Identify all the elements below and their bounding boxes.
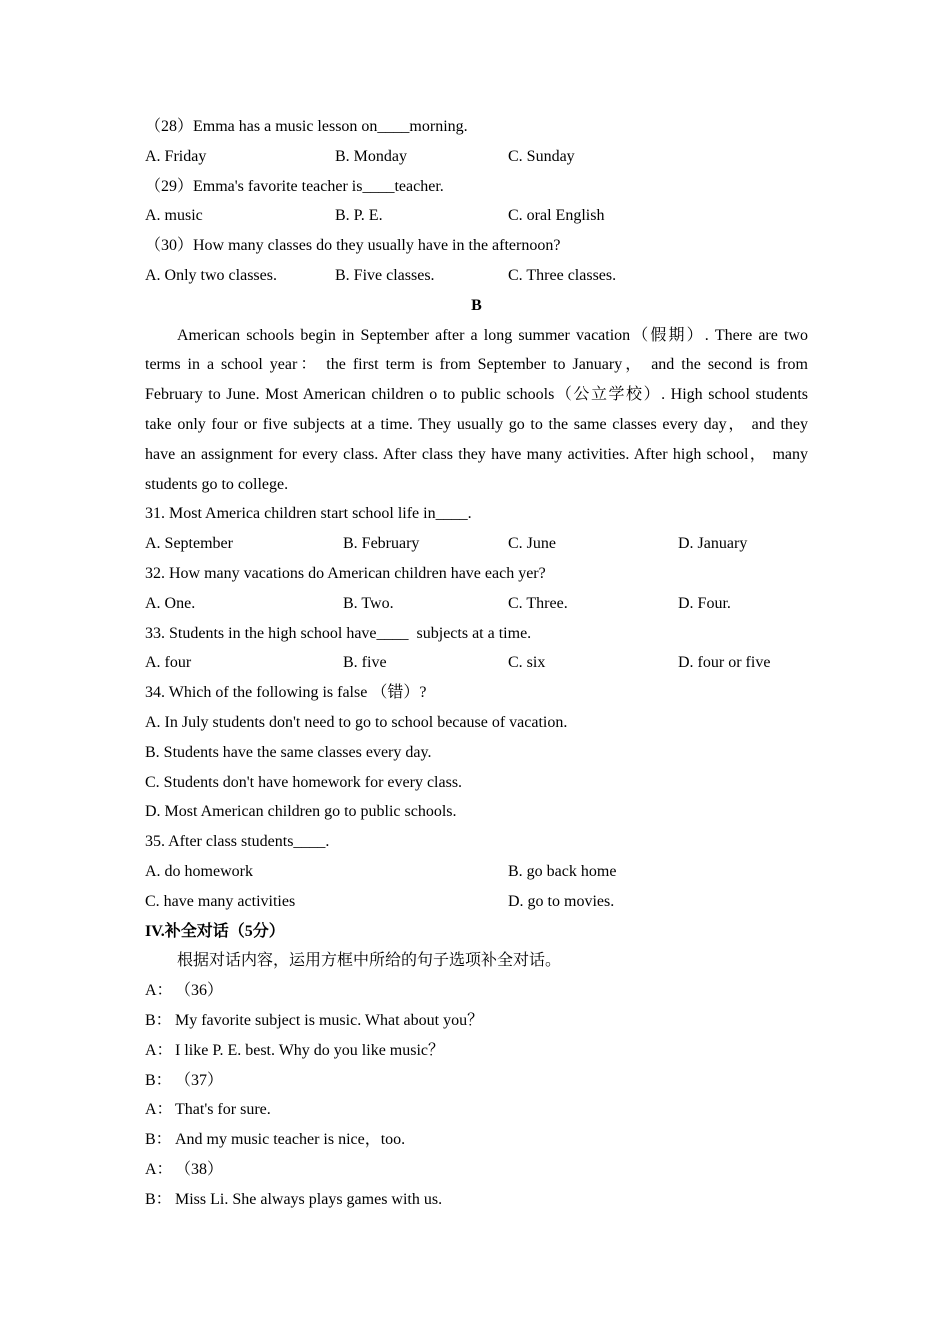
option-28-a: A. Friday bbox=[145, 147, 207, 165]
option-32-b: B. Two. bbox=[343, 594, 394, 612]
question-30: （30）How many classes do they usually have in the afternoon? bbox=[145, 237, 561, 255]
passage-line-6: students go to college. bbox=[145, 475, 289, 493]
option-33-c: C. six bbox=[508, 654, 546, 672]
dialog-line-38 bbox=[145, 1155, 808, 1185]
option-30-a: A. Only two classes. bbox=[145, 266, 277, 284]
option-35-a: A. do homework bbox=[145, 862, 253, 880]
question-34: 34. Which of the following is false （错）? bbox=[145, 684, 427, 702]
option-31-c: C. June bbox=[508, 535, 556, 553]
option-34-d: D. Most American children go to public schools. bbox=[145, 803, 457, 821]
options-29 bbox=[145, 201, 808, 231]
dialog-line-36 bbox=[145, 976, 808, 1006]
dialog-text: I like P. E. best. Why do you like music？ bbox=[175, 1041, 445, 1059]
option-30-c: C. Three classes. bbox=[508, 266, 617, 284]
dialog-speaker: A： bbox=[145, 1041, 173, 1059]
option-31-d: D. January bbox=[678, 535, 748, 553]
option-28-c: C. Sunday bbox=[508, 147, 575, 165]
option-28-b: B. Monday bbox=[335, 147, 407, 165]
dialog-line bbox=[145, 1036, 808, 1066]
dialog-line bbox=[145, 1006, 808, 1036]
options-30 bbox=[145, 261, 808, 291]
dialog-line bbox=[145, 1185, 808, 1215]
option-33-b: B. five bbox=[343, 654, 387, 672]
section-4-heading: IV.补全对话（5分） bbox=[145, 922, 285, 940]
option-34-a: A. In July students don't need to go to school because of vacation. bbox=[145, 713, 568, 731]
option-31-b: B. February bbox=[343, 535, 420, 553]
options-35-row-2 bbox=[145, 887, 808, 917]
dialog-line-37 bbox=[145, 1066, 808, 1096]
option-35-d: D. go to movies. bbox=[508, 892, 615, 910]
dialog-text: And my music teacher is nice，too. bbox=[175, 1131, 406, 1149]
option-33-a: A. four bbox=[145, 654, 192, 672]
question-28: （28）Emma has a music lesson on____morning. bbox=[145, 118, 468, 135]
dialog-speaker: A： bbox=[145, 982, 173, 1000]
option-34-b: B. Students have the same classes every day. bbox=[145, 743, 432, 761]
option-29-c: C. oral English bbox=[508, 207, 605, 225]
option-33-d: D. four or five bbox=[678, 654, 771, 672]
passage-line-2: terms in a school year： the first term is from September to January， and the second is from bbox=[145, 356, 808, 374]
exam-content bbox=[145, 112, 808, 1214]
option-32-c: C. Three. bbox=[508, 594, 568, 612]
passage-line-4: take only four or five subjects at a time. They usually go to the same classes every day， and they bbox=[145, 415, 809, 433]
options-32 bbox=[145, 589, 808, 619]
question-33: 33. Students in the high school have____ subjects at a time. bbox=[145, 624, 532, 642]
option-32-a: A. One. bbox=[145, 594, 196, 612]
option-29-b: B. P. E. bbox=[335, 207, 383, 225]
section-4-instruction: 根据对话内容，运用方框中所给的句子选项补全对话。 bbox=[177, 952, 562, 970]
option-32-d: D. Four. bbox=[678, 594, 731, 612]
options-35-row-1 bbox=[145, 857, 808, 887]
dialog-speaker: B： bbox=[145, 1071, 172, 1089]
dialog-speaker: B： bbox=[145, 1131, 172, 1149]
option-29-a: A. music bbox=[145, 207, 203, 225]
section-b-heading: B bbox=[471, 296, 482, 314]
options-28 bbox=[145, 142, 808, 172]
option-31-a: A. September bbox=[145, 535, 233, 553]
question-35: 35. After class students____. bbox=[145, 833, 330, 851]
dialog-line bbox=[145, 1095, 808, 1125]
dialog-text: My favorite subject is music. What about you？ bbox=[175, 1011, 484, 1029]
dialog-text: Miss Li. She always plays games with us. bbox=[175, 1190, 443, 1208]
options-33 bbox=[145, 648, 808, 678]
dialog-speaker: B： bbox=[145, 1190, 172, 1208]
option-30-b: B. Five classes. bbox=[335, 266, 435, 284]
option-34-c: C. Students don't have homework for every class. bbox=[145, 773, 463, 791]
dialog-line bbox=[145, 1125, 808, 1155]
question-32: 32. How many vacations do American children have each yer? bbox=[145, 564, 546, 582]
dialog-speaker: A： bbox=[145, 1101, 173, 1119]
passage-line-1: American schools begin in September after a long summer vacation（假期）. There are two bbox=[177, 326, 808, 344]
option-35-c: C. have many activities bbox=[145, 892, 296, 910]
dialog-text: （36） bbox=[175, 982, 224, 1000]
passage-line-5: have an assignment for every class. After class they have many activities. After high school， many bbox=[145, 445, 808, 463]
options-31 bbox=[145, 529, 808, 559]
dialog-text: （37） bbox=[175, 1071, 224, 1089]
option-35-b: B. go back home bbox=[508, 862, 617, 880]
passage-line-3: February to June. Most American children o to public schools（公立学校）. High school students bbox=[145, 386, 808, 404]
question-31: 31. Most America children start school life in____. bbox=[145, 505, 472, 523]
question-29: （29）Emma's favorite teacher is____teacher. bbox=[145, 177, 444, 195]
dialog-speaker: B： bbox=[145, 1011, 172, 1029]
dialog-speaker: A： bbox=[145, 1160, 173, 1178]
dialog-text: （38） bbox=[175, 1160, 224, 1178]
dialog-text: That's for sure. bbox=[175, 1101, 271, 1119]
